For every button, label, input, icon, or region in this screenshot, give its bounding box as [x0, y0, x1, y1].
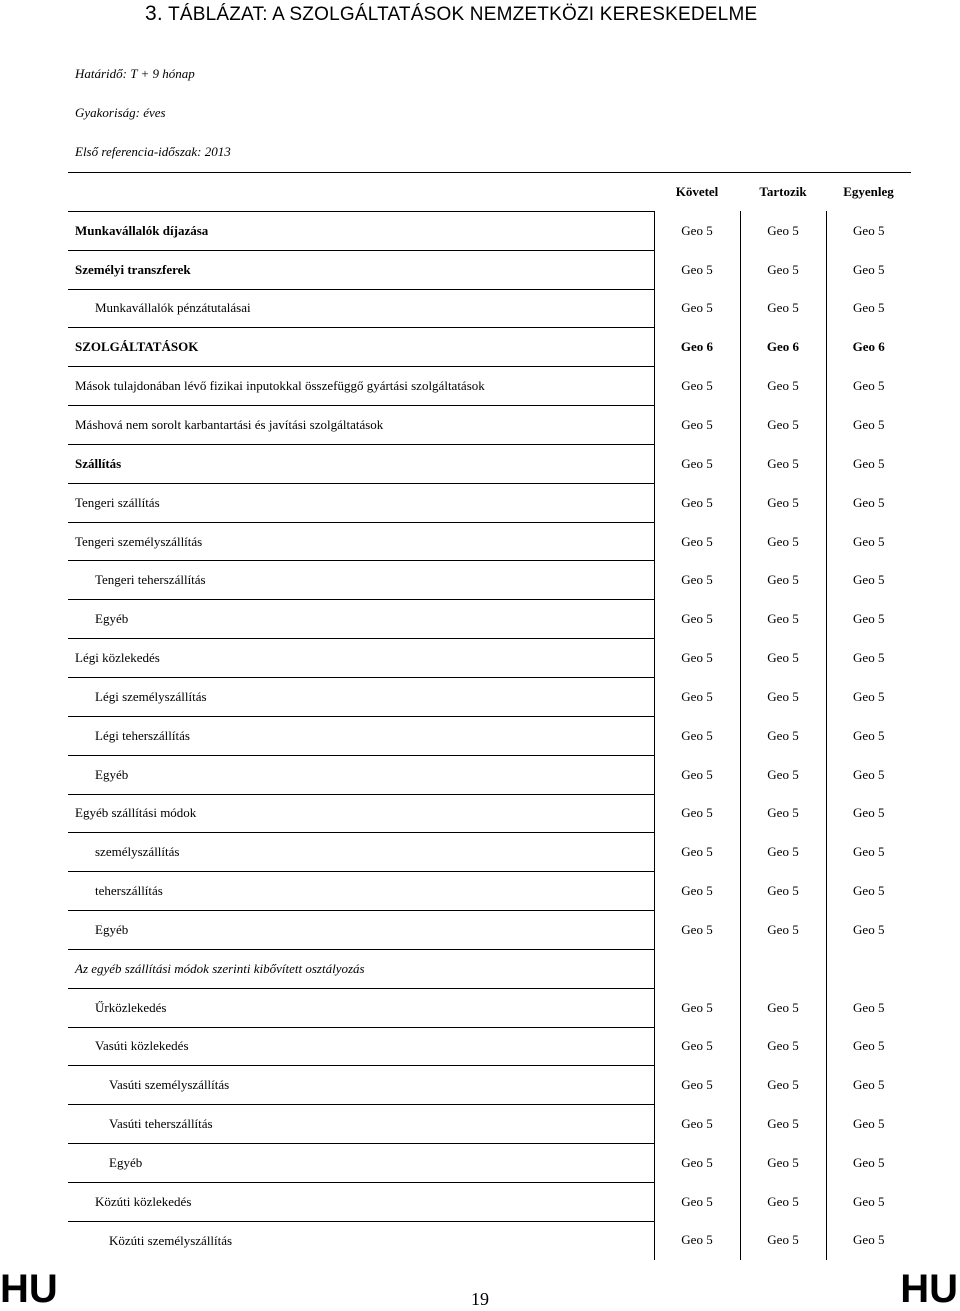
balance-value: Geo 5	[826, 561, 911, 600]
balance-value	[826, 949, 911, 988]
table-title: TÁBLÁZAT: A SZOLGÁLTATÁSOK NEMZETKÖZI KERESKEDELME	[168, 4, 758, 25]
row-label: Az egyéb szállítási módok szerinti kibővített osztályozás	[68, 949, 654, 988]
footer-language-right: HU	[900, 1267, 958, 1311]
balance-value: Geo 5	[826, 250, 911, 289]
row-label: Tengeri teherszállítás	[68, 561, 654, 600]
first-reference-period: Első referencia-időszak: 2013	[75, 144, 231, 159]
table-row	[68, 833, 911, 872]
page-number: 19	[471, 1289, 489, 1309]
row-label: Személyi transzferek	[68, 250, 654, 289]
balance-value: Geo 5	[826, 1182, 911, 1221]
table-row	[68, 911, 911, 950]
balance-value: Geo 5	[826, 872, 911, 911]
table-row	[68, 1066, 911, 1105]
debit-value	[740, 949, 826, 988]
table-row	[68, 1105, 911, 1144]
debit-value: Geo 5	[740, 1066, 826, 1105]
table-row	[68, 639, 911, 678]
row-label: Máshová nem sorolt karbantartási és javítási szolgáltatások	[68, 406, 654, 445]
table-header-row	[68, 173, 911, 212]
debit-value: Geo 5	[740, 522, 826, 561]
table-row	[68, 406, 911, 445]
row-label: Mások tulajdonában lévő fizikai inputokkal összefüggő gyártási szolgáltatások	[68, 367, 654, 406]
balance-value: Geo 5	[826, 1066, 911, 1105]
credit-value: Geo 5	[654, 483, 740, 522]
header-balance: Egyenleg	[826, 173, 911, 212]
row-label: Szállítás	[68, 444, 654, 483]
credit-value: Geo 5	[654, 600, 740, 639]
debit-value: Geo 5	[740, 406, 826, 445]
table-row	[68, 211, 911, 250]
balance-value: Geo 5	[826, 677, 911, 716]
table-row	[68, 949, 911, 988]
table-row	[68, 328, 911, 367]
debit-value: Geo 5	[740, 1182, 826, 1221]
balance-value: Geo 5	[826, 289, 911, 328]
table-row	[68, 716, 911, 755]
credit-value: Geo 5	[654, 988, 740, 1027]
balance-value: Geo 5	[826, 1144, 911, 1183]
debit-value: Geo 5	[740, 483, 826, 522]
debit-value: Geo 5	[740, 211, 826, 250]
table-row	[68, 755, 911, 794]
header-debit: Tartozik	[740, 173, 826, 212]
table-row	[68, 1144, 911, 1183]
credit-value: Geo 5	[654, 561, 740, 600]
balance-value: Geo 5	[826, 406, 911, 445]
row-label: Tengeri személyszállítás	[68, 522, 654, 561]
debit-value: Geo 5	[740, 367, 826, 406]
table-row	[68, 794, 911, 833]
debit-value: Geo 5	[740, 911, 826, 950]
balance-value: Geo 5	[826, 833, 911, 872]
balance-value: Geo 5	[826, 1027, 911, 1066]
row-label: Űrközlekedés	[68, 988, 654, 1027]
page-title	[145, 0, 945, 28]
table-row	[68, 444, 911, 483]
services-table	[68, 172, 911, 1260]
row-label: Egyéb	[68, 755, 654, 794]
debit-value: Geo 5	[740, 1027, 826, 1066]
credit-value	[654, 949, 740, 988]
credit-value: Geo 5	[654, 755, 740, 794]
row-label: Egyéb szállítási módok	[68, 794, 654, 833]
row-label: Közúti közlekedés	[68, 1182, 654, 1221]
row-label: Egyéb	[68, 1144, 654, 1183]
credit-value: Geo 5	[654, 716, 740, 755]
table-row	[68, 872, 911, 911]
debit-value: Geo 5	[740, 639, 826, 678]
footer-language-left: HU	[0, 1267, 58, 1311]
row-label: Tengeri szállítás	[68, 483, 654, 522]
balance-value: Geo 5	[826, 639, 911, 678]
table-row	[68, 1221, 911, 1259]
debit-value: Geo 5	[740, 833, 826, 872]
table-row	[68, 522, 911, 561]
debit-value: Geo 5	[740, 794, 826, 833]
row-label: Légi közlekedés	[68, 639, 654, 678]
credit-value: Geo 5	[654, 794, 740, 833]
debit-value: Geo 5	[740, 1221, 826, 1259]
table-row	[68, 289, 911, 328]
debit-value: Geo 5	[740, 1105, 826, 1144]
table-row	[68, 250, 911, 289]
credit-value: Geo 5	[654, 367, 740, 406]
table-row	[68, 600, 911, 639]
balance-value: Geo 5	[826, 988, 911, 1027]
balance-value: Geo 5	[826, 794, 911, 833]
row-label: Egyéb	[68, 600, 654, 639]
row-label: Egyéb	[68, 911, 654, 950]
table-number: 3.	[145, 2, 163, 25]
credit-value: Geo 5	[654, 639, 740, 678]
credit-value: Geo 5	[654, 444, 740, 483]
debit-value: Geo 5	[740, 444, 826, 483]
debit-value: Geo 5	[740, 1144, 826, 1183]
header-label-cell	[68, 173, 654, 212]
credit-value: Geo 5	[654, 1182, 740, 1221]
table-row	[68, 988, 911, 1027]
credit-value: Geo 5	[654, 522, 740, 561]
debit-value: Geo 5	[740, 677, 826, 716]
table-row	[68, 677, 911, 716]
table-row	[68, 483, 911, 522]
balance-value: Geo 5	[826, 600, 911, 639]
row-label: Közúti személyszállítás	[68, 1221, 654, 1259]
header-credit: Követel	[654, 173, 740, 212]
row-label: Munkavállalók pénzátutalásai	[68, 289, 654, 328]
row-label: Légi személyszállítás	[68, 677, 654, 716]
row-label: SZOLGÁLTATÁSOK	[68, 328, 654, 367]
credit-value: Geo 5	[654, 250, 740, 289]
credit-value: Geo 5	[654, 833, 740, 872]
debit-value: Geo 5	[740, 716, 826, 755]
credit-value: Geo 5	[654, 211, 740, 250]
debit-value: Geo 5	[740, 250, 826, 289]
balance-value: Geo 5	[826, 755, 911, 794]
credit-value: Geo 5	[654, 1027, 740, 1066]
credit-value: Geo 5	[654, 1066, 740, 1105]
balance-value: Geo 5	[826, 1221, 911, 1259]
debit-value: Geo 5	[740, 561, 826, 600]
debit-value: Geo 6	[740, 328, 826, 367]
credit-value: Geo 5	[654, 1144, 740, 1183]
credit-value: Geo 5	[654, 1105, 740, 1144]
table-row	[68, 1182, 911, 1221]
credit-value: Geo 5	[654, 289, 740, 328]
frequency: Gyakoriság: éves	[75, 105, 166, 120]
balance-value: Geo 5	[826, 444, 911, 483]
credit-value: Geo 5	[654, 406, 740, 445]
row-label: Vasúti személyszállítás	[68, 1066, 654, 1105]
debit-value: Geo 5	[740, 289, 826, 328]
credit-value: Geo 6	[654, 328, 740, 367]
table-row	[68, 561, 911, 600]
balance-value: Geo 5	[826, 522, 911, 561]
row-label: személyszállítás	[68, 833, 654, 872]
debit-value: Geo 5	[740, 872, 826, 911]
credit-value: Geo 5	[654, 911, 740, 950]
balance-value: Geo 5	[826, 367, 911, 406]
credit-value: Geo 5	[654, 1221, 740, 1259]
row-label: teherszállítás	[68, 872, 654, 911]
balance-value: Geo 5	[826, 1105, 911, 1144]
balance-value: Geo 5	[826, 483, 911, 522]
credit-value: Geo 5	[654, 872, 740, 911]
debit-value: Geo 5	[740, 988, 826, 1027]
row-label: Vasúti teherszállítás	[68, 1105, 654, 1144]
credit-value: Geo 5	[654, 677, 740, 716]
balance-value: Geo 6	[826, 328, 911, 367]
row-label: Munkavállalók díjazása	[68, 211, 654, 250]
balance-value: Geo 5	[826, 211, 911, 250]
balance-value: Geo 5	[826, 716, 911, 755]
row-label: Vasúti közlekedés	[68, 1027, 654, 1066]
deadline: Határidő: T + 9 hónap	[75, 66, 195, 81]
balance-value: Geo 5	[826, 911, 911, 950]
row-label: Légi teherszállítás	[68, 716, 654, 755]
table-body	[68, 211, 911, 1259]
debit-value: Geo 5	[740, 600, 826, 639]
table-row	[68, 1027, 911, 1066]
table-row	[68, 367, 911, 406]
debit-value: Geo 5	[740, 755, 826, 794]
